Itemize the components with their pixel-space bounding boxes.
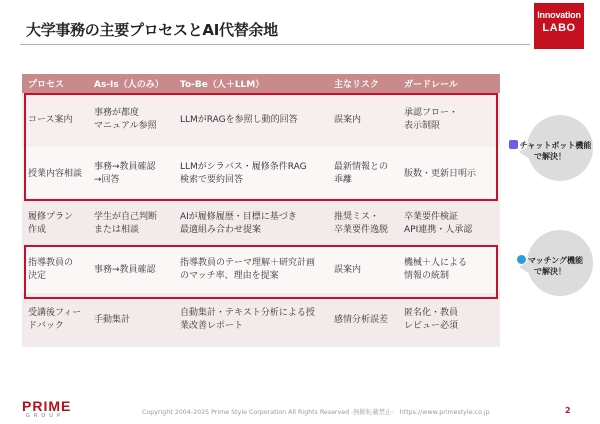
chat-robot-icon bbox=[509, 140, 518, 149]
prime-group-logo-sub: GROUP bbox=[26, 413, 64, 419]
header-to-be: To-Be（人＋LLM） bbox=[174, 74, 328, 93]
callout-matching bbox=[500, 255, 600, 278]
process-table bbox=[22, 74, 500, 347]
callout-chatbot-line1: チャットボット機能 bbox=[519, 141, 592, 150]
cell-as-is: 事務が都度 マニュアル参照 bbox=[88, 93, 174, 147]
page-number: 2 bbox=[565, 406, 571, 415]
cell-as-is: 学生が自己判断 または相談 bbox=[88, 201, 174, 247]
callout-matching-line2: で解決！ bbox=[534, 266, 566, 276]
cell-as-is: 事務→教員確認 bbox=[88, 247, 174, 293]
cell-as-is: 手動集計 bbox=[88, 293, 174, 347]
cell-to-be: LLMがRAGを参照し動的回答 bbox=[174, 93, 328, 147]
cell-risk: 誤案内 bbox=[328, 93, 398, 147]
header-risk: 主なリスク bbox=[328, 74, 398, 93]
prime-group-logo: PRIME bbox=[22, 398, 72, 414]
copyright-text: Copyright 2004-2025 Prime Style Corporation All Rights Reserved -無断転載禁止- https://www.primestyle.co.jp bbox=[142, 409, 490, 416]
cell-guardrail: 匿名化・教員 レビュー必須 bbox=[398, 293, 500, 347]
cell-risk: 推奨ミス・ 卒業要件逸脱 bbox=[328, 201, 398, 247]
callout-chatbot-line2: で解決！ bbox=[534, 151, 566, 161]
table-row bbox=[22, 247, 500, 293]
cell-guardrail: 卒業要件検証 API連携・人承認 bbox=[398, 201, 500, 247]
cell-process: コース案内 bbox=[22, 93, 88, 147]
cell-to-be: AIが履修履歴・目標に基づき 最適組み合わせ提案 bbox=[174, 201, 328, 247]
magnifier-icon bbox=[517, 255, 526, 264]
cell-guardrail: 承認フロー・ 表示制限 bbox=[398, 93, 500, 147]
header-process: プロセス bbox=[22, 74, 88, 93]
cell-guardrail: 版数・更新日明示 bbox=[398, 147, 500, 201]
cell-process: 履修プラン 作成 bbox=[22, 201, 88, 247]
table-row bbox=[22, 201, 500, 247]
slide-title: 大学事務の主要プロセスとAI代替余地 bbox=[26, 21, 278, 39]
table-row bbox=[22, 93, 500, 147]
cell-process: 授業内容相談 bbox=[22, 147, 88, 201]
cell-risk: 感情分析誤差 bbox=[328, 293, 398, 347]
cell-as-is: 事務→教員確認 →回答 bbox=[88, 147, 174, 201]
callout-matching-line1: マッチング機能 bbox=[527, 256, 584, 265]
cell-to-be: LLMがシラバス・履修条件RAG 検索で要約回答 bbox=[174, 147, 328, 201]
table-row bbox=[22, 293, 500, 347]
cell-process: 受講後フィー ドバック bbox=[22, 293, 88, 347]
table-row bbox=[22, 147, 500, 201]
cell-to-be: 自動集計・テキスト分析による授 業改善レポート bbox=[174, 293, 328, 347]
cell-to-be: 指導教員のテーマ理解＋研究計画 のマッチ率、理由を提案 bbox=[174, 247, 328, 293]
innovation-labo-logo bbox=[534, 3, 584, 49]
cell-risk: 最新情報との 乖離 bbox=[328, 147, 398, 201]
cell-guardrail: 機械＋人による 情報の統制 bbox=[398, 247, 500, 293]
cell-risk: 誤案内 bbox=[328, 247, 398, 293]
cell-process: 指導教員の 決定 bbox=[22, 247, 88, 293]
table-header-row bbox=[22, 74, 500, 93]
logo-line-2: LABO bbox=[542, 22, 576, 35]
callout-chatbot bbox=[500, 140, 600, 163]
header-guardrail: ガードレール bbox=[398, 74, 500, 93]
logo-line-1: Innovation bbox=[537, 10, 581, 20]
header-as-is: As-Is（人のみ） bbox=[88, 74, 174, 93]
title-divider bbox=[20, 44, 530, 45]
